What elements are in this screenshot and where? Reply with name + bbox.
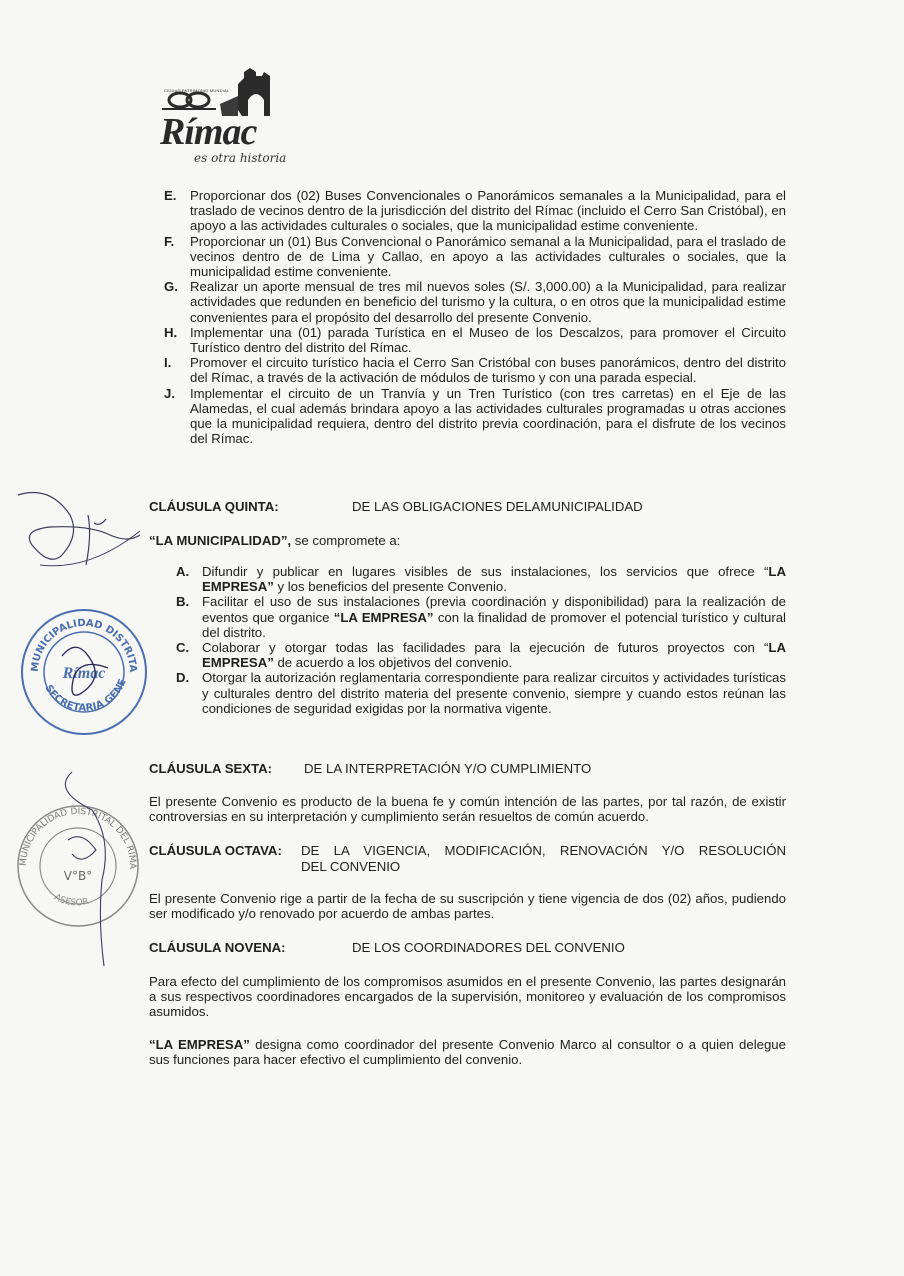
list-item-bold: LA EMPRESA” [202,640,786,671]
list-item-letter: H. [164,324,178,340]
seal-center: Rímac [62,665,106,682]
list-item [164,386,786,447]
clause-sexta-body: El presente Convenio es producto de la buena fe y común intención de las partes, por tal razón, de existir controversias en su interpretación y cumplimiento serán resueltos de común acuerdo. [149,794,786,825]
list-item [164,279,786,325]
obligations-list-empresa [164,188,786,446]
vobo-stamp [12,770,142,975]
list-item-text: Promover el circuito turístico hacia el Cerro San Cristóbal con buses panorámicos, dentro del distrito del Rímac, a través de la activación de módulos de turismo y con una parada especial. [190,355,786,386]
list-item-text: Colaborar y otorgar todas las facilidades para la ejecución de futuros proyectos con “ [202,640,769,656]
clause-octava-body: El presente Convenio rige a partir de la fecha de su suscripción y tiene vigencia de dos (02) años, pudiendo ser modificado y/o renovado por acuerdo de ambas partes. [149,891,786,922]
obligations-list-municipalidad [176,564,786,716]
list-item-letter: G. [164,279,178,295]
list-item-text: Facilitar el uso de sus instalaciones (previa coordinación y disponibilidad) para la realización de eventos que organice [202,594,786,625]
list-item-text-post: y los beneficios del presente Convenio. [273,579,507,595]
clause-sexta-title: CLÁUSULA SEXTA: [149,761,273,776]
stamp-lower-text: ASESOR [52,892,90,909]
svg-text:MUNICIPALIDAD DISTRITAL DEL RI [12,770,137,870]
list-item [164,325,786,355]
novena-empresa-bold: “LA EMPRESA” [149,1037,250,1052]
list-item [164,355,786,385]
clause-octava-title: CLÁUSULA OCTAVA: [149,843,282,858]
list-item-text-post: con la finalidad de promover el potencial turístico y cultural del distrito. [202,609,786,640]
quinta-intro [149,533,400,548]
signature-icon [10,475,150,585]
logo-small-text: CIUDAD PATRIMONIO MUNDIAL [164,88,230,93]
list-item-letter: I. [164,355,172,371]
signature-1 [10,475,150,590]
rimac-logo [160,66,290,176]
list-item-text: Difundir y publicar en lugares visibles de sus instalaciones, los servicios que ofrece “ [202,564,769,579]
clause-novena-desc: DE LOS COORDINADORES DEL CONVENIO [352,940,625,955]
clause-novena-title: CLÁUSULA NOVENA: [149,940,286,955]
clause-quinta-title: CLÁUSULA QUINTA: [149,499,279,514]
list-item-text: Implementar una (01) parada Turística en el Museo de los Descalzos, para promover el Circuito Turístico dentro del distrito del Rímac. [190,324,786,356]
list-item [176,670,786,716]
list-item-text: Otorgar la autorización reglamentaria correspondiente para realizar circuitos y actividades turísticas y culturales dentro del distrito materia del presente convenio, siempre y cuando estos reúnan las condiciones de seguridad exigidas por la normativa vigente. [202,670,786,716]
list-item-text: Proporcionar un (01) Bus Convencional o Panorámico semanal a la Municipalidad, para el traslado de vecinos dentro de de Lima y Callao, en apoyo a las actividades culturales o sociales, que la municipalidad estime conveniente. [190,233,786,280]
list-item-letter: B. [176,594,190,610]
list-item [164,188,786,234]
list-item [176,640,786,670]
list-item-letter: F. [164,233,175,249]
stamp-center: V°B° [63,869,93,883]
list-item-text: Realizar un aporte mensual de tres mil nuevos soles (S/. 3,000.00) a la Municipalidad, para realizar actividades que redunden en beneficio del turismo y la cultura, o en otros que la municipalidad estime convenientes para el propósito del desarrollo del presente Convenio. [190,279,786,325]
list-item-letter: A. [176,564,190,579]
list-item-text: Implementar el circuito de un Tranvía y un Tren Turístico (con tres carretas) en el Eje de las Alamedas, el cual además brindara apoyo a las actividades culturales programadas u otras acciones que la municipalidad requiera, dentro del distrito previa coordinación, para el disfrute de los vecinos del Rímac. [190,385,786,447]
svg-text:ASESOR [52,893,89,909]
list-item-letter: D. [176,670,190,686]
list-item [176,564,786,594]
clause-novena-body-2 [149,1037,786,1067]
list-item-letter: J. [164,385,175,401]
clause-octava-desc-1: DE LA VIGENCIA, MODIFICACIÓN, RENOVACIÓN Y/O RESOLUCIÓN [301,843,786,858]
list-item-text: Proporcionar dos (02) Buses Convencionales o Panorámicos semanales a la Municipalidad, para el traslado de vecinos dentro de la jurisdicción del distrito del Rímac (incluido el Cerro San Cristóbal), en apoyo a las actividades culturales o sociales, que la municipalidad estime conveniente. [190,188,786,234]
clause-quinta-desc: DE LAS OBLIGACIONES DELAMUNICIPALIDAD [352,499,643,514]
list-item-bold: “LA EMPRESA” [333,609,434,625]
clause-novena-body-1: Para efecto del cumplimiento de los compromisos asumidos en el presente Convenio, las partes designarán a sus respectivos coordinadores encargados de la supervisión, monitoreo y evaluación de los compromisos asumidos. [149,974,786,1020]
clause-sexta-desc: DE LA INTERPRETACIÓN Y/O CUMPLIMIENTO [304,761,592,776]
list-item [164,234,786,280]
svg-text:MUNICIPALIDAD DISTRITAL DEL RI [18,606,138,673]
logo-word: Rímac [160,111,257,153]
list-item-letter: C. [176,640,190,656]
quinta-intro-bold: “LA MUNICIPALIDAD”, [149,533,292,548]
stamp-outer-text: MUNICIPALIDAD DISTRITAL DEL RIMA [18,806,138,869]
list-item-bold: LA EMPRESA” [202,564,786,595]
seal-lower-text: SECRETARIA GENE [42,677,129,715]
quinta-intro-rest: se compromete a: [291,533,401,548]
stamp-icon [12,770,142,970]
seal-outer-text: MUNICIPALIDAD DISTRITA [29,617,139,673]
seal-icon [18,606,150,738]
list-item-letter: E. [164,188,177,203]
novena-body-2-rest: designa como coordinador del presente Convenio Marco al consultor o a quien delegue sus funciones para hacer efectivo el cumplimiento del convenio. [149,1037,786,1068]
list-item [176,594,786,640]
list-item-text-post: de acuerdo a los objetivos del convenio. [273,655,513,671]
secretaria-general-seal [18,606,150,743]
clause-octava-desc-2: DEL CONVENIO [301,859,401,874]
logo-tagline: es otra historia [194,151,287,165]
